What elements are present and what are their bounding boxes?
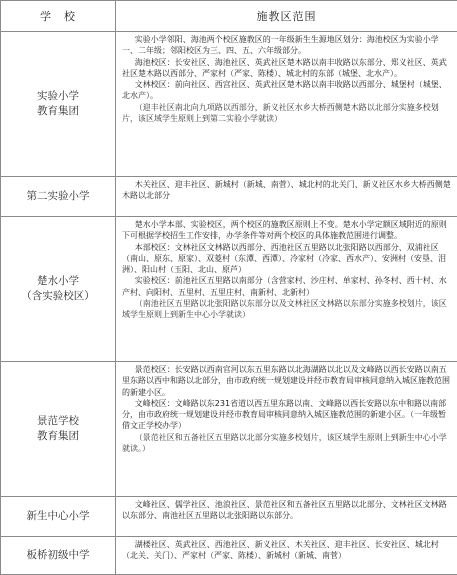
range-note: （景范社区和五备社区五里路以北部分实施多校划片，该区域学生原则上到新生中心小学就读。）	[122, 432, 447, 454]
school-name-line: 新生中心小学	[26, 510, 90, 522]
table-row	[1, 32, 457, 177]
range-cell	[116, 537, 457, 575]
range-paragraph: 景范校区：长安路以西南官河以东五里东路以北海湖路以北以及文峰路以西长安路以南五里东路以西中和路以北部分，由市政府统一规划建设并经市教育局审核同意纳入城区施教范围的新建小区。	[122, 365, 450, 397]
range-paragraph: 楚水小学本部、实验校区，两个校区的施教区原则上不变。楚水小学定额区域附近的原则下可根据学校招生工作安排，办学条件等对两个校区的具体施教范围进行调整。	[122, 220, 447, 241]
school-name-line: 实验小学	[37, 90, 79, 102]
range-cell	[116, 362, 457, 497]
table-row	[1, 497, 457, 537]
school-name-cell	[1, 177, 116, 217]
school-name-line: 景范学校	[37, 415, 79, 427]
school-name-line: （含实验校区）	[21, 290, 95, 302]
range-paragraph: 本部校区：文林社区文林路以西部分、西池社区五里路以北张阳路以西部分、双浦社区（南山、原东、原家）、双菱村（东潭、西潭）、冷家村（冷家、西水产）、安洲村（安垦、泪洲）、阳山村（玉阳、北山、原芦）	[122, 242, 446, 275]
range-paragraph: 实验校区：前池社区五里路以南部分（含营家村、沙庄村、单家村、孙冬村、西十村、水产村、向阳村、五里村、五里庄村、南新村、北新村）	[122, 276, 447, 297]
range-paragraph: 湖楼社区、英武社区、西池社区、新义社区、木关社区、迎丰社区、长安社区、城北村（北关、关门）、严家村（严家、陈楼）、新城村（新城、南菅）	[122, 540, 439, 561]
school-name-line: 教育集团	[37, 430, 79, 442]
school-name-cell	[1, 497, 116, 537]
range-cell	[116, 217, 457, 362]
range-note: （迎丰社区南北向九项路以西部分，新义社区水乡大桥西侧楚木路以北部分实施多校划片，该区域学生原则上到第二实验小学就读）	[122, 102, 439, 124]
school-name-line: 第二实验小学	[26, 190, 90, 202]
table-row	[1, 217, 457, 362]
range-paragraph: 文林校区：前向社区、西宫社区、英武社区楚木路以南丰收路以西部分、城堡村（城堡、北水产）。	[122, 80, 447, 101]
school-name-line: 教育集团	[37, 105, 79, 117]
school-name-cell	[1, 537, 116, 575]
header-range: 施教区范围	[116, 1, 457, 32]
range-paragraph: 文峰校区：文峰路以东231省道以西五里东路以南、文峰路以西长安路以东中和路以南部分，由市政府统一规划建设并经市教育局审核同意纳入城区施教范围的新建小区。（一年级暂借文正学校办学）	[122, 398, 447, 431]
table-row	[1, 177, 457, 217]
table-row	[1, 537, 457, 575]
range-note: （南池社区五里路以北张阳路以东部分以及文林社区文林路以东部分实施多校划片，该区域学生原则上到新生中心小学就读）	[122, 299, 447, 320]
school-name-cell	[1, 362, 116, 497]
range-paragraph: 实验小学邻阳、海池两个校区施教区的一年级新生生源地区划分：海池校区为实验小学一、二年级；邻阳校区为三、四、五、六年级部分。	[122, 35, 439, 56]
school-name-cell	[1, 32, 116, 177]
header-school: 学 校	[1, 1, 116, 32]
range-paragraph: 文峰社区、儒学社区、池浪社区、景范社区和五备社区五里路以北部分、文林社区文林路以东部分、南池社区五里路以北张阳路以东部分。	[122, 500, 447, 521]
table-header-row	[1, 1, 457, 32]
table-row	[1, 362, 457, 497]
school-name-line: 楚水小学	[37, 275, 79, 287]
range-cell	[116, 177, 457, 217]
range-paragraph: 木关社区、迎丰社区、新城村（新城、南菅）、城北村的北关门、新义社区水乡大桥西侧楚木路以北部分	[122, 180, 451, 201]
range-cell	[116, 497, 457, 537]
range-cell	[116, 32, 457, 177]
range-paragraph: 海池校区：长安社区、海池社区、英武社区楚木路以南丰收路以东部分、郑义社区、英武社区楚木路以西部分、严家村（严家、陈楼）、城北村的东部（城堡、北水产）。	[122, 57, 447, 78]
school-name-cell	[1, 217, 116, 362]
school-name-line: 板桥初级中学	[26, 549, 90, 561]
